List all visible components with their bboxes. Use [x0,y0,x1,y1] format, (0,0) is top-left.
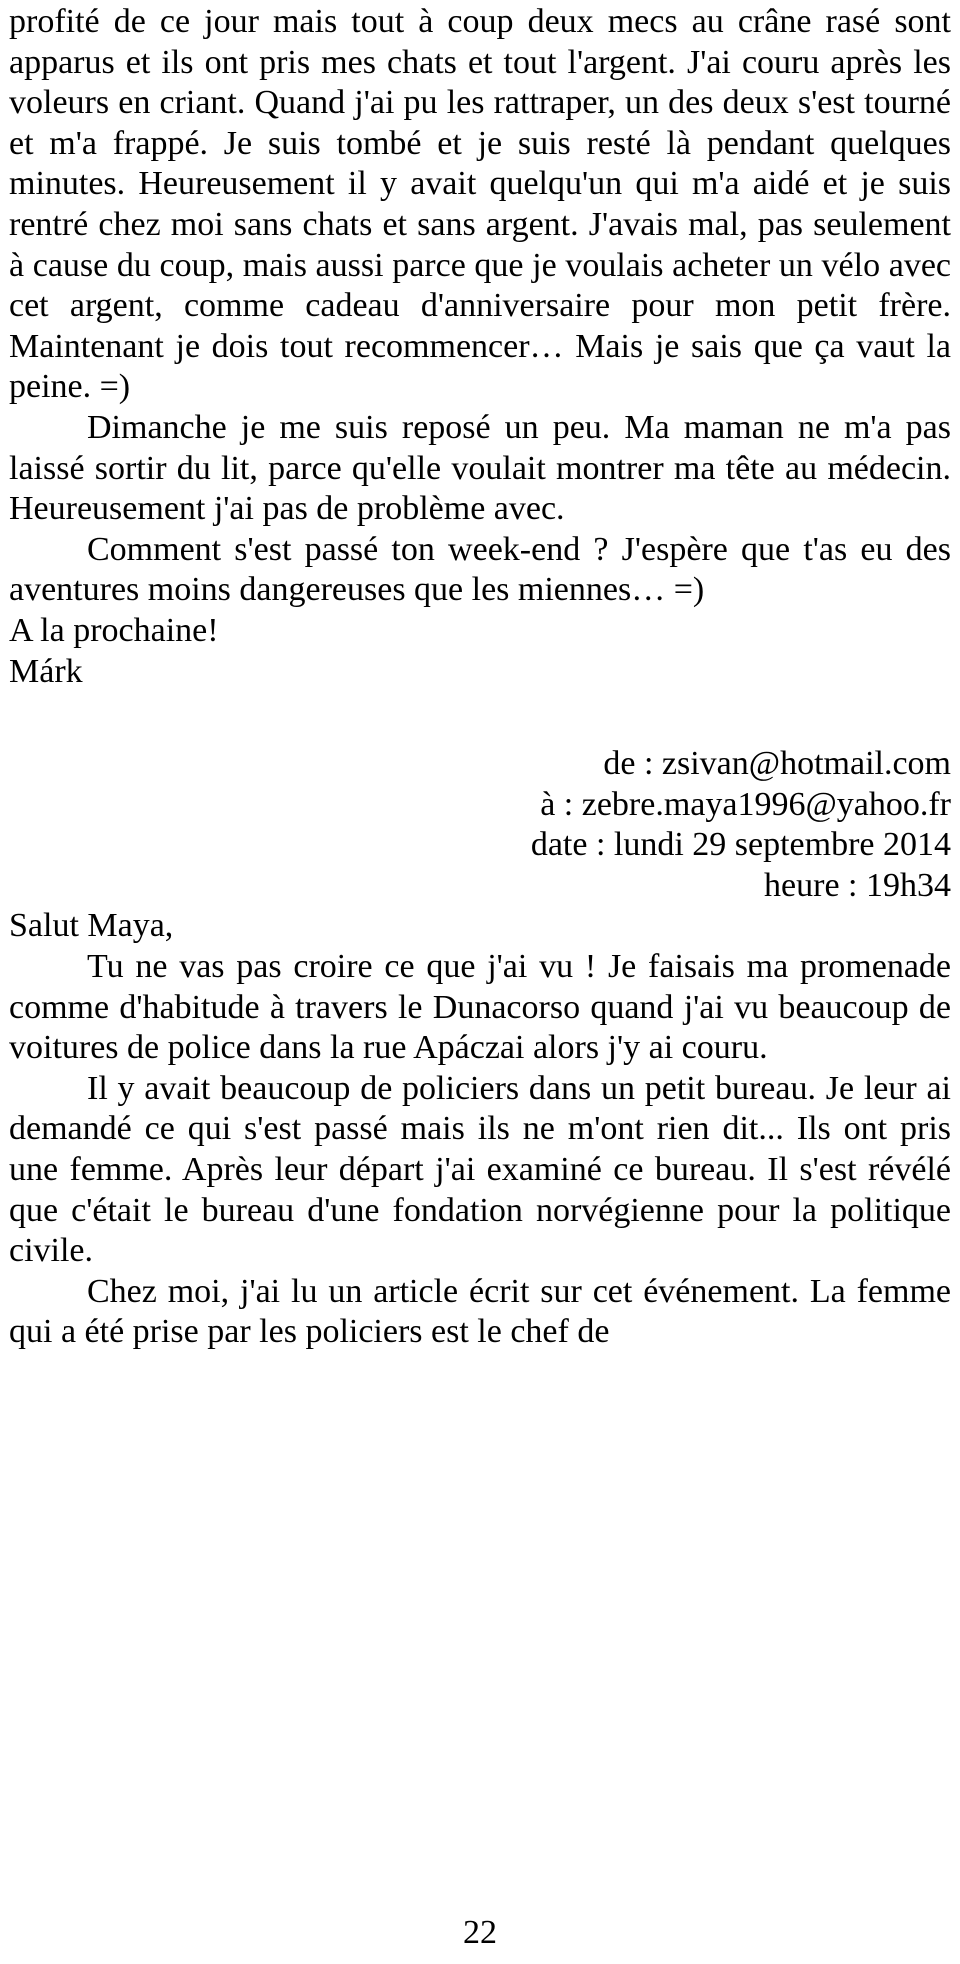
letter1-paragraph: Comment s'est passé ton week-end ? J'espère que t'as eu des aventures moins dangereuses que les miennes… =) [9,530,951,609]
letter1-paragraph: profité de ce jour mais tout à coup deux mecs au crâne rasé sont apparus et ils ont pris mes chats et tout l'argent. J'ai couru après les voleurs en criant. Quand j'ai pu les rattraper, un des deux s'est tourné et m'a frappé. Je suis tombé et je suis resté là pendant quelques minutes. Heureusement il y avait quelqu'un qui m'a aidé et je suis rentré chez moi sans chats et sans argent. J'avais mal, pas seulement à cause du coup, mais aussi parce que je voulais acheter un vélo avec cet argent, comme cadeau d'anniversaire pour mon petit frère. Maintenant je dois tout recommencer… Mais je sais que ça vaut la peine. =) [9,3,951,406]
letter1-paragraph: Dimanche je me suis reposé un peu. Ma maman ne m'a pas laissé sortir du lit, parce qu'elle voulait montrer ma tête au médecin. Heureusement j'ai pas de problème avec. [9,408,951,528]
letter2-greeting: Salut Maya, [9,907,174,945]
letter2-paragraph: Chez moi, j'ai lu un article écrit sur cet événement. La femme qui a été prise par les policiers est le chef de [9,1272,951,1351]
letter-separator [9,692,951,744]
page-number: 22 [463,1914,497,1951]
email-time: heure : 19h34 [764,866,951,904]
email-from: de : zsivan@hotmail.com [603,745,951,783]
email-to: à : zebre.maya1996@yahoo.fr [540,785,951,823]
letter1-closing: A la prochaine! [9,611,219,649]
email-header [9,744,951,906]
letter2-paragraph: Il y avait beaucoup de policiers dans un petit bureau. Je leur ai demandé ce qui s'est passé mais ils ne m'ont rien dit... Ils ont pris une femme. Après leur départ j'ai examiné ce bureau. Il s'est révélé que c'était le bureau d'une fondation norvégienne pour la politique civile. [9,1069,951,1270]
email-date: date : lundi 29 septembre 2014 [530,826,951,864]
letter2-paragraph: Tu ne vas pas croire ce que j'ai vu ! Je faisais ma promenade comme d'habitude à travers le Dunacorso quand j'ai vu beaucoup de voitures de police dans la rue Apáczai alors j'y ai couru. [9,948,951,1067]
letter1-signature: Márk [9,652,83,690]
page-body [9,2,951,1353]
